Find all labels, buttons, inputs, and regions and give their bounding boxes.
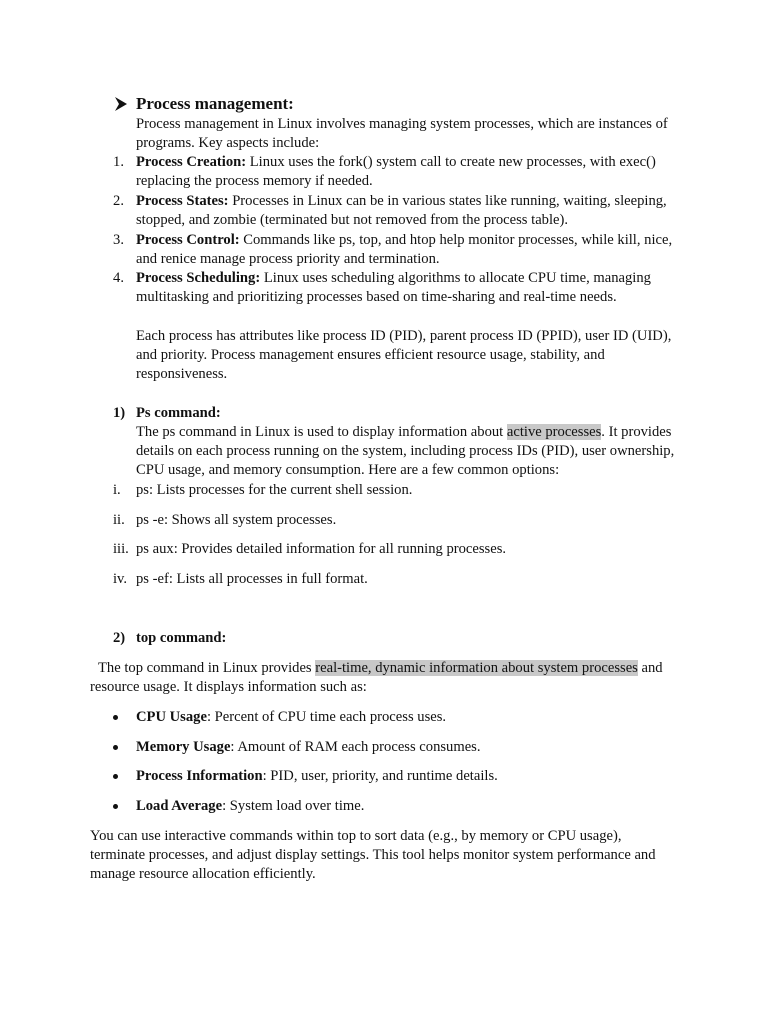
aspect-text: Processes in Linux can be in various states like running, waiting, sleeping, stopped, and zombie (terminated but not removed from the process table). <box>136 193 667 229</box>
top-info-term: Process Information <box>136 768 263 784</box>
aspect-number: 1. <box>113 154 124 170</box>
ps-option-number: iv. <box>113 571 128 587</box>
ps-highlight: active processes <box>506 424 602 440</box>
ps-option-number: i. <box>113 482 121 498</box>
ps-number: 1) <box>113 405 126 421</box>
aspect-term: Process Creation: <box>136 154 247 170</box>
section-title: Process management: <box>136 94 294 113</box>
ps-option-text: ps -ef: Lists all processes in full format. <box>136 571 368 587</box>
top-desc-before: The top command in Linux provides <box>98 660 316 676</box>
aspect-body <box>136 269 681 307</box>
aspect-body <box>136 192 681 230</box>
section-heading <box>136 94 294 114</box>
top-info-text: : Percent of CPU time each process uses. <box>206 709 447 725</box>
top-description <box>90 659 680 697</box>
aspect-text: Linux uses the fork() system call to create new processes, with exec() replacing the process memory if needed. <box>136 154 656 190</box>
top-info-content <box>136 738 481 757</box>
bullet-icon <box>112 715 120 723</box>
ps-desc-before: The ps command in Linux is used to display information about <box>136 424 507 440</box>
ps-desc-after: . It provides details on each process running on the system, including process IDs (PID), user ownership, CPU usage, and memory consumption. Here are a few common options: <box>136 424 675 479</box>
ps-option-text: ps -e: Shows all system processes. <box>136 512 337 528</box>
aspect-number: 4. <box>113 270 124 286</box>
top-info-text: : Amount of RAM each process consumes. <box>230 739 481 755</box>
ps-option-text: ps: Lists processes for the current shell session. <box>136 482 413 498</box>
aspect-term: Process Scheduling: <box>136 270 261 286</box>
top-closing: You can use interactive commands within top to sort data (e.g., by memory or CPU usage), terminate processes, and adjust display settings. This tool helps monitor system performance and manage resource allocation efficiently. <box>90 828 656 883</box>
section-summary: Each process has attributes like process ID (PID), parent process ID (PPID), user ID (UID), and priority. Process management ensures efficient resource usage, stability, and responsiveness. <box>136 328 672 383</box>
top-info-term: CPU Usage <box>136 709 207 725</box>
aspect-term: Process Control: <box>136 232 240 248</box>
top-info-text: : System load over time. <box>222 798 365 814</box>
ps-option-text: ps aux: Provides detailed information for all running processes. <box>136 541 507 557</box>
top-highlight: real-time, dynamic information about system processes <box>315 660 638 676</box>
bullet-icon <box>112 745 120 753</box>
top-info-term: Memory Usage <box>136 739 231 755</box>
ps-title: Ps command: <box>136 405 221 421</box>
aspect-text: Commands like ps, top, and htop help monitor processes, while kill, nice, and renice manage process priority and termination. <box>136 232 673 268</box>
aspect-body <box>136 231 681 269</box>
bullet-icon <box>112 774 120 782</box>
top-info-text: : PID, user, priority, and runtime details. <box>262 768 498 784</box>
ps-option-number: ii. <box>113 512 125 528</box>
ps-option-number: iii. <box>113 541 129 557</box>
bullet-icon <box>112 804 120 812</box>
top-desc-after: and resource usage. It displays information such as: <box>90 660 663 696</box>
arrow-bullet-icon <box>114 96 128 112</box>
aspect-text: Linux uses scheduling algorithms to allocate CPU time, managing multitasking and prioritizing processes based on time-sharing and real-time needs. <box>136 270 651 306</box>
top-number: 2) <box>113 630 126 646</box>
section-intro: Process management in Linux involves managing system processes, which are instances of programs. Key aspects include: <box>136 116 668 152</box>
aspect-number: 3. <box>113 232 124 248</box>
top-info-content <box>136 708 446 727</box>
aspect-body <box>136 153 681 191</box>
top-title: top command: <box>136 630 227 646</box>
aspect-term: Process States: <box>136 193 229 209</box>
top-info-term: Load Average <box>136 798 223 814</box>
ps-description <box>136 423 681 481</box>
top-info-content <box>136 797 364 816</box>
top-info-content <box>136 767 498 786</box>
aspect-number: 2. <box>113 193 124 209</box>
